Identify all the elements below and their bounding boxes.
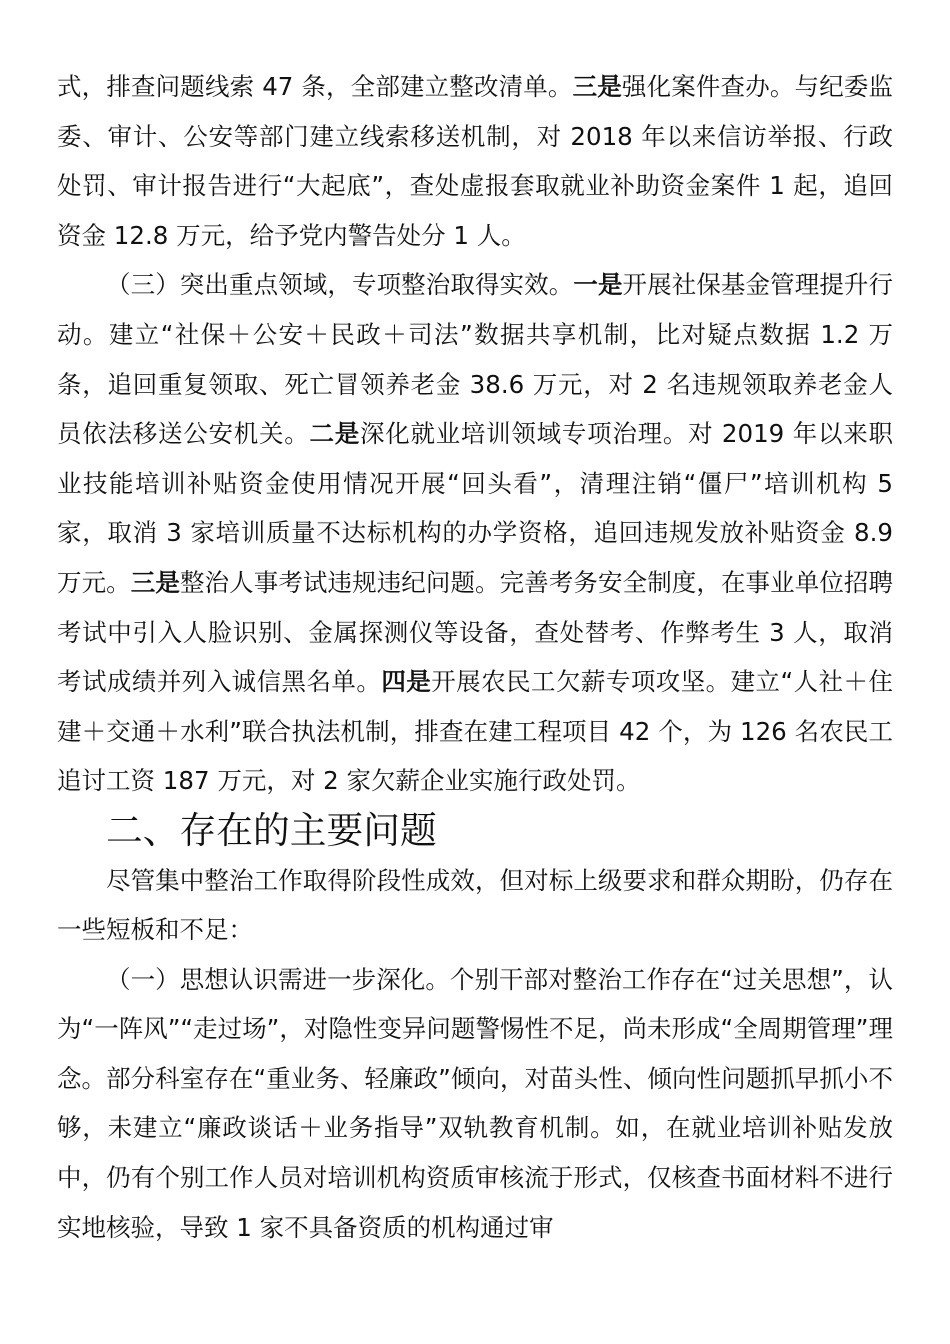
- paragraph-case-investigation: [57, 62, 893, 260]
- lead-phrase-first: 一是: [573, 270, 623, 300]
- paragraph-text: 整治人事考试违规违纪问题。完善考务安全制度，在事业单位招聘考试中引入人脸识别、金属探测仪等设备，查处替考、作弊考生 3 人，取消考试成绩并列入诚信黑名单。: [57, 567, 894, 697]
- lead-phrase-second: 二是: [309, 419, 360, 449]
- paragraph-text: 开展社保基金管理提升行动。建立“社保＋公安＋民政＋司法”数据共享机制，比对疑点数据 1.2 万条，追回重复领取、死亡冒领养老金 38.6 万元，对 2 名违规领取养老金人员依法移送公安机关。: [57, 270, 894, 449]
- lead-phrase-third: 三是: [130, 567, 180, 597]
- paragraph-intro-problems: 尽管集中整治工作取得阶段性成效，但对标上级要求和群众期盼，仍存在一些短板和不足：: [57, 865, 893, 945]
- paragraph-key-areas: [57, 260, 893, 806]
- lead-phrase-fourth: 四是: [381, 667, 432, 697]
- section-heading-main-problems: 二、存在的主要问题: [106, 808, 437, 852]
- paragraph-text: 强化案件查办。与纪委监委、审计、公安等部门建立线索移送机制，对 2018 年以来信访举报、行政处罚、审计报告进行“大起底”，查处虚报套取就业补助资金案件 1 起，追回资金 12.8 万元，给予党内警告处分 1 人。: [57, 72, 894, 250]
- paragraph-ideological-awareness: （一）思想认识需进一步深化。个别干部对整治工作存在“过关思想”，认为“一阵风”“走过场”，对隐性变异问题警惕性不足，尚未形成“全周期管理”理念。部分科室存在“重业务、轻廉政”倾向，对苗头性、倾向性问题抓早抓小不够，未建立“廉政谈话＋业务指导”双轨教育机制。如，在就业培训补贴发放中，仍有个别工作人员对培训机构资质审核流于形式，仅核查书面材料不进行实地核验，导致 1 家不具备资质的机构通过审: [57, 964, 893, 1242]
- paragraph-text: 深化就业培训领域专项治理。对 2019 年以来职业技能培训补贴资金使用情况开展“回头看”，清理注销“僵尸”培训机构 5 家，取消 3 家培训质量不达标机构的办学资格，追回违规发放补贴资金 8.9 万元。: [57, 419, 894, 597]
- paragraph-text: 式，排查问题线索 47 条，全部建立整改清单。: [57, 72, 573, 101]
- document-page: [57, 62, 893, 1252]
- paragraph-text: 开展农民工欠薪专项攻坚。建立“人社＋住建＋交通＋水利”联合执法机制，排查在建工程项目 42 个，为 126 名农民工追讨工资 187 万元，对 2 家欠薪企业实施行政处罚。: [57, 667, 893, 796]
- section-subheading: （三）突出重点领域，专项整治取得实效。: [106, 270, 574, 300]
- lead-phrase-third: 三是: [572, 72, 622, 101]
